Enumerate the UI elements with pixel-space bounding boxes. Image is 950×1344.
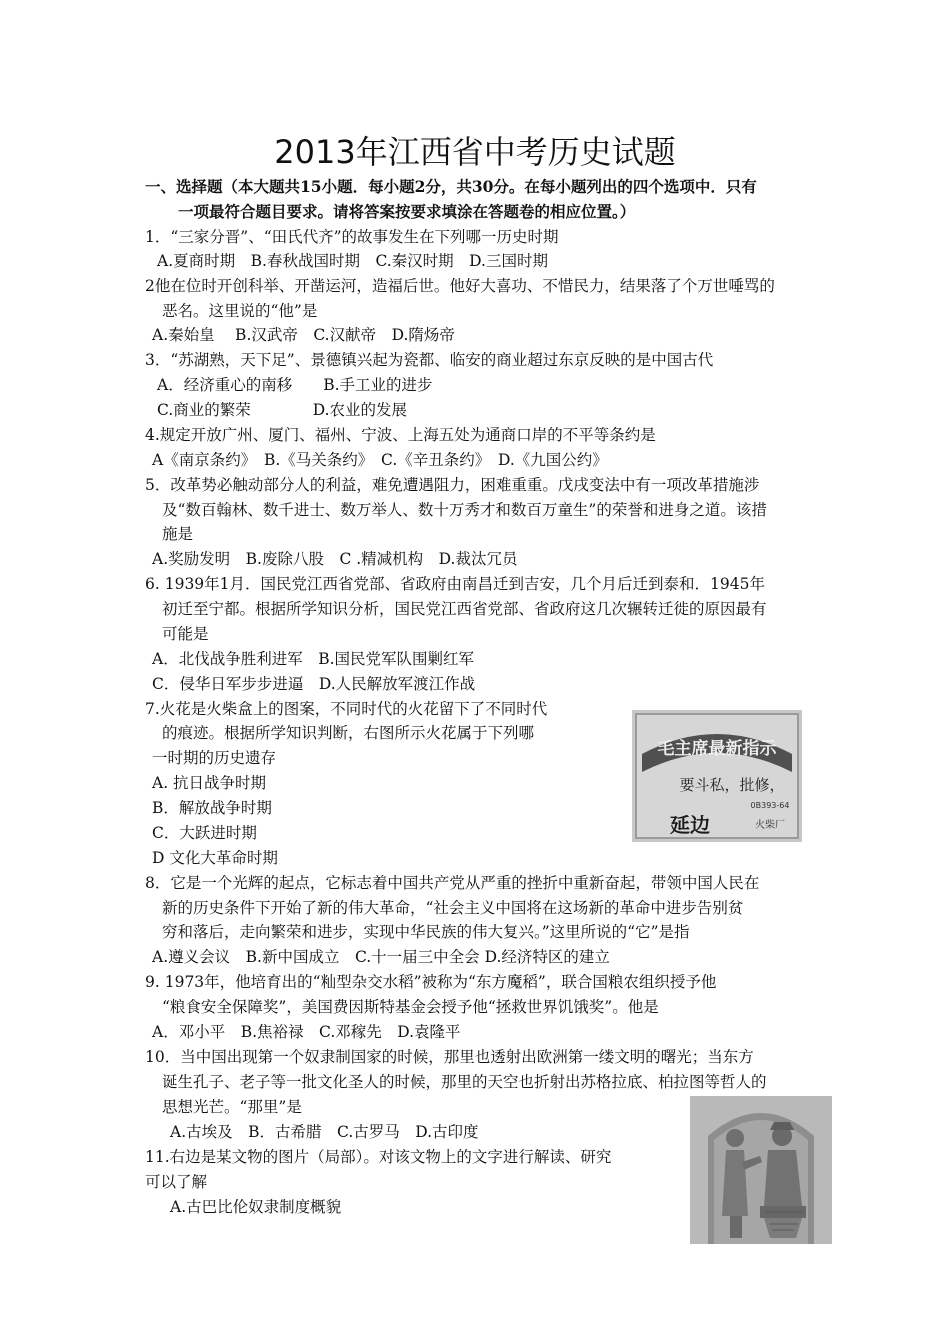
q1-stem: 1．“三家分晋”、“田氏代齐”的故事发生在下列哪一历史时期: [145, 228, 559, 246]
label-code-text: 0B393-64: [750, 801, 790, 810]
q6-stem-line1: 6. 1939年1月．国民党江西省党部、省政府由南昌迁到吉安，几个月后迁到泰和．1945年: [145, 575, 765, 593]
q2-stem-line1: 2他在位时开创科举、开凿运河，造福后世。他好大喜功、不惜民力，结果落了个万世唾骂的: [145, 277, 775, 295]
q10-stem-line1: 10．当中国出现第一个奴隶制国家的时候，那里也透射出欧洲第一缕文明的曙光；当东方: [145, 1048, 754, 1066]
label-maker-text: 火柴厂: [755, 820, 785, 831]
q9-stem-line2: “粮食安全保障奖”，美国费因斯特基金会授予他“拯救世界饥饿奖”。他是: [162, 998, 659, 1016]
q5-stem-line3: 施是: [162, 525, 194, 543]
q7-option-a: A. 抗日战争时期: [152, 774, 267, 792]
q6-stem-line2: 初迁至宁都。根据所学知识分析，国民党江西省党部、省政府这几次辗转迁徙的原因最有: [162, 600, 767, 618]
q3-options-ab: A．经济重心的南移 B.手工业的进步: [157, 376, 433, 394]
q2-stem-line2: 恶名。这里说的“他”是: [162, 302, 318, 320]
q7-option-c: C．大跃进时期: [152, 824, 257, 842]
q6-options-cd: C．侵华日军步步进逼 D.人民解放军渡江作战: [152, 675, 476, 693]
q11-option-a: A.古巴比伦奴隶制度概貌: [170, 1198, 342, 1216]
q6-options-ab: A．北伐战争胜利进军 B.国民党军队围剿红军: [152, 650, 475, 668]
q8-stem-line1: 8．它是一个光辉的起点，它标志着中国共产党从严重的挫折中重新奋起，带领中国人民在: [145, 874, 760, 892]
q2-options: A.秦始皇 B.汉武帝 C.汉献帝 D.隋炀帝: [152, 326, 455, 344]
q7-stem-line3: 一时期的历史遗存: [152, 749, 277, 767]
q6-stem-line3: 可能是: [162, 625, 209, 643]
q5-stem-line1: 5．改革势必触动部分人的利益，难免遭遇阻力，困难重重。戊戌变法中有一项改革措施涉: [145, 476, 760, 494]
label-place-text: 延边: [670, 813, 710, 837]
page-title: 2013年江西省中考历史试题: [274, 133, 676, 171]
q11-stem-line2: 可以了解: [145, 1173, 208, 1191]
q10-options: A.古埃及 B．古希腊 C.古罗马 D.古印度: [170, 1123, 479, 1141]
q3-options-cd: C.商业的繁荣 D.农业的发展: [157, 401, 408, 419]
q3-stem: 3．“苏湖熟，天下足”、景德镇兴起为瓷都、临安的商业超过东京反映的是中国古代: [145, 351, 714, 369]
q8-stem-line3: 穷和落后，走向繁荣和进步，实现中华民族的伟大复兴。”这里所说的“它”是指: [162, 923, 690, 941]
matchbox-label-image: [632, 710, 802, 842]
section-heading-line1: 一、选择题（本大题共15小题．每小题2分，共30分。在每小题列出的四个选项中．只有: [145, 177, 757, 196]
q7-option-d: D 文化大革命时期: [152, 849, 278, 867]
q1-options: A.夏商时期 B.春秋战国时期 C.秦汉时期 D.三国时期: [157, 252, 548, 270]
q4-options: A《南京条约》 B.《马关条约》 C.《辛丑条约》 D.《九国公约》: [152, 451, 608, 469]
q8-stem-line2: 新的历史条件下开始了新的伟大革命，“社会主义中国将在这场新的革命中进步告别贫: [162, 899, 744, 917]
q9-options: A．邓小平 B.焦裕禄 C.邓稼先 D.袁隆平: [152, 1023, 461, 1041]
q5-options: A.奖励发明 B.废除八股 C .精减机构 D.裁汰冗员: [152, 550, 518, 568]
label-banner-text: 毛主席最新指示: [657, 739, 777, 759]
label-slogan-text: 要斗私，批修，: [679, 776, 785, 794]
q10-stem-line2: 诞生孔子、老子等一批文化圣人的时候，那里的天空也折射出苏格拉底、柏拉图等哲人的: [162, 1073, 767, 1091]
q4-stem: 4.规定开放广州、厦门、福州、宁波、上海五处为通商口岸的不平等条约是: [145, 426, 656, 444]
stele-relief-image: [690, 1096, 832, 1244]
q10-stem-line3: 思想光芒。“那里”是: [162, 1098, 302, 1116]
q5-stem-line2: 及“数百翰林、数千进士、数万举人、数十万秀才和数百万童生”的荣誉和进身之道。该措: [162, 501, 767, 519]
q7-stem-line2: 的痕迹。根据所学知识判断，右图所示火花属于下列哪: [162, 724, 535, 742]
q11-stem-line1: 11.右边是某文物的图片（局部）。对该文物上的文字进行解读、研究: [145, 1148, 612, 1166]
q7-stem-line1: 7.火花是火柴盒上的图案，不同时代的火花留下了不同时代: [145, 700, 548, 718]
q7-option-b: B．解放战争时期: [152, 799, 272, 817]
q9-stem-line1: 9. 1973年，他培育出的“籼型杂交水稻”被称为“东方魔稻”，联合国粮农组织授予他: [145, 973, 717, 991]
q8-options: A.遵义会议 B.新中国成立 C.十一届三中全会 D.经济特区的建立: [152, 948, 610, 966]
section-heading-line2: 一项最符合题目要求。请将答案按要求填涂在答题卷的相应位置。）: [178, 202, 636, 221]
